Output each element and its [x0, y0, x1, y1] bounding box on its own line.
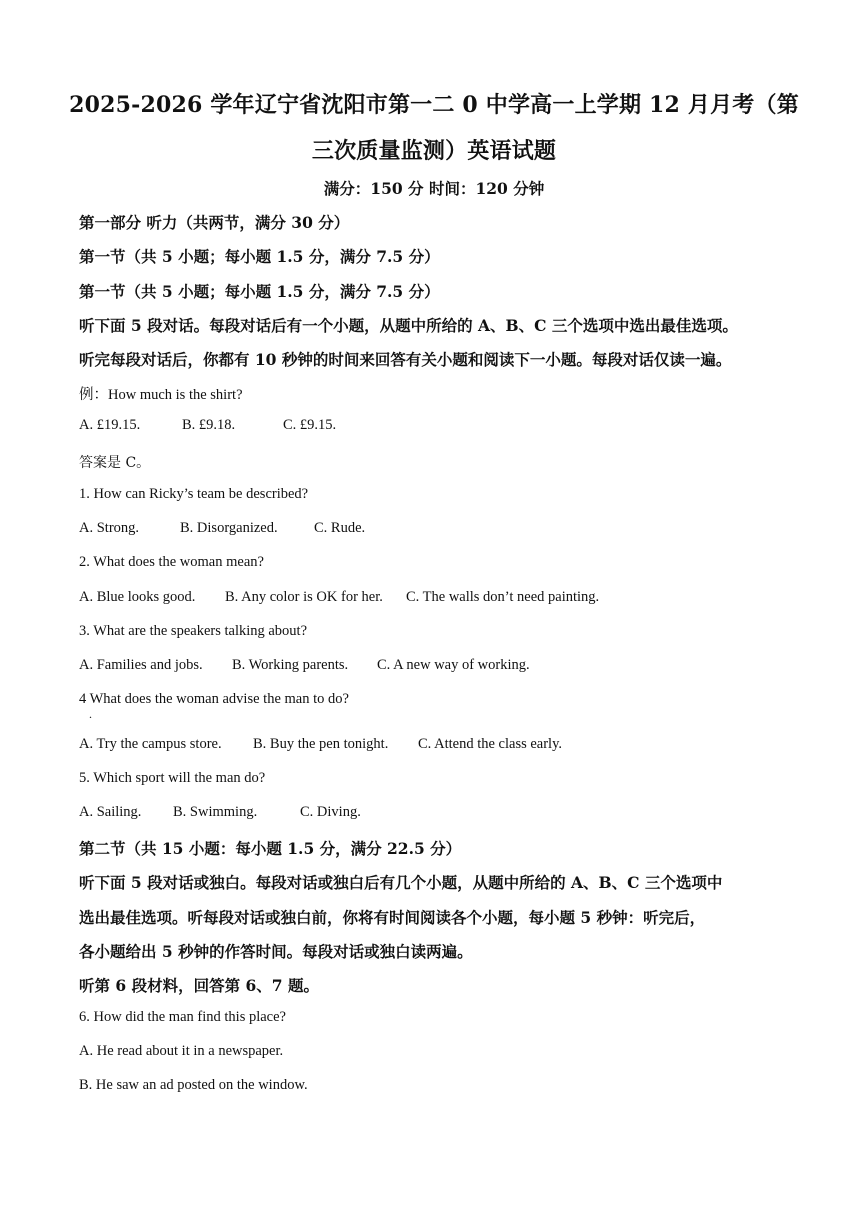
option-c: C. Rude. — [314, 520, 366, 536]
option-b: B. Any color is OK for her. — [225, 589, 383, 605]
section1-heading: 第一节（共 5 小题；每小题 1.5 分，满分 7.5 分） — [79, 247, 440, 266]
option-b: B. £9.18. — [182, 417, 236, 433]
question-1-options — [79, 520, 365, 537]
option-b: B. Working parents. — [232, 657, 349, 673]
option-a: A. Sailing. — [79, 804, 142, 820]
question-1: 1. How can Ricky’s team be described? — [79, 486, 309, 502]
section2-instruction-3: 各小题给出 5 秒钟的作答时间。每段对话或独白读两遍。 — [79, 942, 473, 961]
option-b: B. Swimming. — [173, 804, 258, 820]
option-c: C. The walls don’t need painting. — [406, 589, 600, 605]
stray-dot: . — [89, 707, 92, 721]
question-6-option-b: B. He saw an ad posted on the window. — [79, 1077, 308, 1093]
example-question: 例：How much is the shirt? — [79, 387, 243, 403]
option-c: C. Diving. — [300, 804, 361, 820]
option-c: C. £9.15. — [283, 417, 337, 433]
material-6-heading: 听第 6 段材料，回答第 6、7 题。 — [79, 976, 319, 995]
question-2: 2. What does the woman mean? — [79, 554, 264, 570]
question-2-options — [79, 589, 599, 606]
question-4-options — [79, 736, 562, 753]
question-3: 3. What are the speakers talking about? — [79, 623, 308, 639]
option-a: A. Blue looks good. — [79, 589, 196, 605]
document-title-line1: 2025-2026 学年辽宁省沈阳市第一二 0 中学高一上学期 12 月月考（第 — [69, 92, 799, 118]
section1-instruction-2: 听完每段对话后，你都有 10 秒钟的时间来回答有关小题和阅读下一小题。每段对话仅读一遍。 — [79, 350, 732, 369]
option-b: B. Buy the pen tonight. — [253, 736, 389, 752]
example-answer: 答案是 C。 — [79, 455, 151, 471]
question-5-options — [79, 804, 361, 821]
option-a: A. Strong. — [79, 520, 140, 536]
option-a: A. Families and jobs. — [79, 657, 203, 673]
exam-meta: 满分：150 分 时间：120 分钟 — [323, 179, 545, 198]
question-6-option-a: A. He read about it in a newspaper. — [79, 1043, 284, 1059]
example-options — [79, 417, 336, 434]
question-3-options — [79, 657, 530, 674]
section1-instruction-1: 听下面 5 段对话。每段对话后有一个小题，从题中所给的 A、B、C 三个选项中选出最佳选项。 — [79, 316, 738, 335]
part1-heading: 第一部分 听力（共两节，满分 30 分） — [79, 213, 350, 232]
option-a: A. £19.15. — [79, 417, 141, 433]
section2-instruction-2: 选出最佳选项。听每段对话或独白前，你将有时间阅读各个小题，每小题 5 秒钟：听完后， — [79, 908, 706, 927]
section2-instruction-1: 听下面 5 段对话或独白。每段对话或独白后有几个小题，从题中所给的 A、B、C 三个选项中 — [79, 873, 723, 892]
question-5: 5. Which sport will the man do? — [79, 770, 266, 786]
question-4: 4 What does the woman advise the man to do? — [79, 691, 349, 707]
section2-heading: 第二节（共 15 小题：每小题 1.5 分，满分 22.5 分） — [79, 839, 462, 858]
option-c: C. A new way of working. — [377, 657, 530, 673]
option-a: A. Try the campus store. — [79, 736, 222, 752]
question-6: 6. How did the man find this place? — [79, 1009, 286, 1025]
option-c: C. Attend the class early. — [418, 736, 563, 752]
option-b: B. Disorganized. — [180, 520, 278, 536]
section1-heading-repeat: 第一节（共 5 小题；每小题 1.5 分，满分 7.5 分） — [79, 282, 440, 301]
document-title-line2: 三次质量监测）英语试题 — [311, 138, 557, 164]
